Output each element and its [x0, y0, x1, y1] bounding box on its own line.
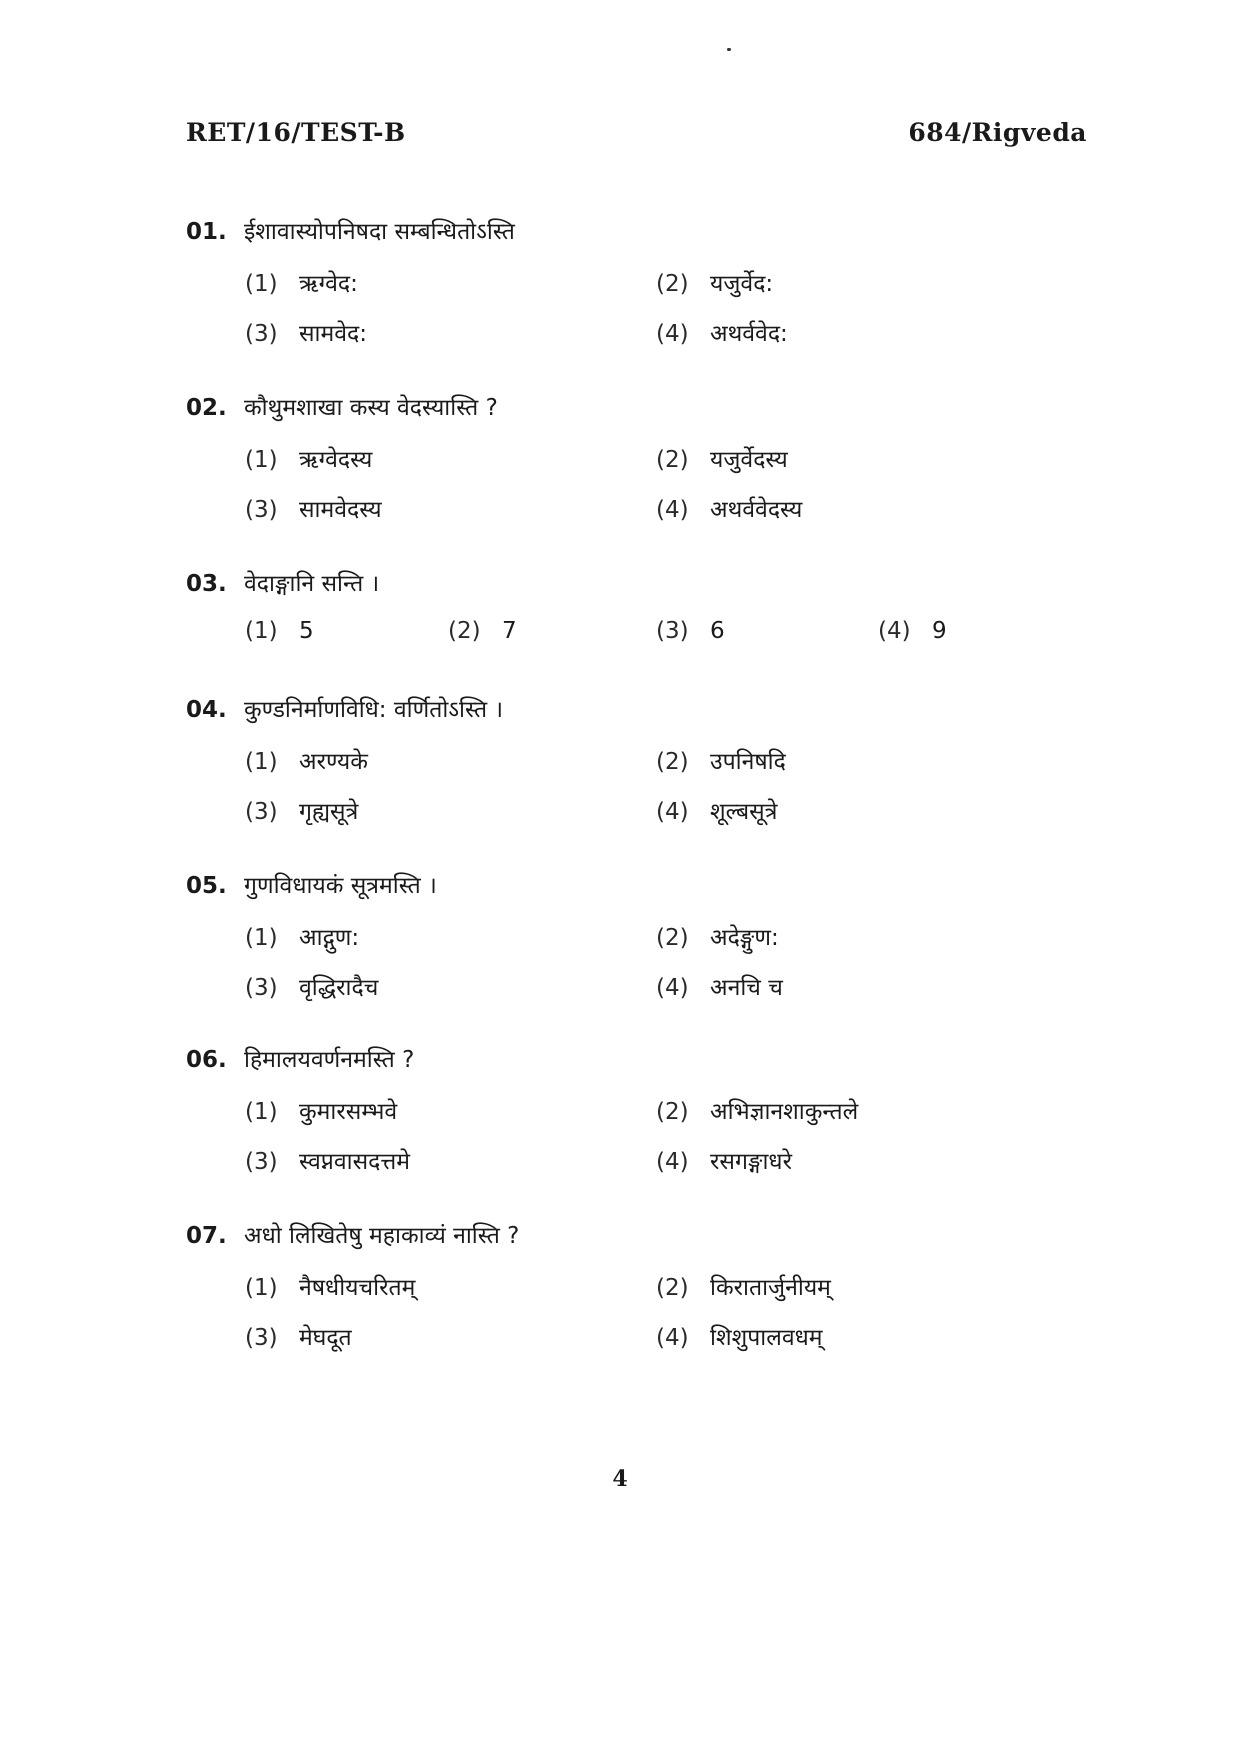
option-4: [656, 794, 777, 830]
option-number: (3): [245, 975, 278, 1001]
question-text: वेदाङ्गानि सन्ति ।: [244, 571, 380, 597]
option-2: [448, 618, 517, 654]
option-text: अनचि च: [710, 975, 783, 1001]
question-line: [186, 390, 498, 430]
question-number: 03.: [186, 571, 227, 597]
question-number: 05.: [186, 873, 227, 899]
option-text: 7: [502, 618, 517, 644]
option-number: (4): [656, 1325, 689, 1351]
option-3: [245, 1320, 352, 1356]
question-number: 06.: [186, 1047, 227, 1073]
option-4: [878, 618, 947, 654]
option-number: (1): [245, 1275, 278, 1301]
option-text: सामवेदस्य: [299, 497, 382, 523]
option-text: नैषधीयचरितम्: [299, 1275, 416, 1301]
option-number: (3): [245, 799, 278, 825]
option-text: वृद्धिरादैच: [299, 975, 379, 1001]
option-number: (1): [245, 618, 278, 644]
option-number: (2): [656, 925, 689, 951]
question-text: गुणविधायकं सूत्रमस्ति ।: [244, 873, 437, 899]
option-text: यजुर्वेदस्य: [710, 447, 788, 473]
option-2: [656, 1094, 858, 1130]
option-1: [245, 920, 359, 956]
option-text: 9: [932, 618, 947, 644]
scan-speck: [727, 48, 731, 51]
option-number: (4): [656, 799, 689, 825]
option-1: [245, 442, 372, 478]
option-text: अभिज्ञानशाकुन्तले: [710, 1099, 859, 1125]
option-text: अरण्यके: [299, 749, 368, 775]
option-3: [245, 1144, 410, 1180]
option-3: [245, 794, 358, 830]
option-4: [656, 1144, 792, 1180]
option-number: (4): [656, 497, 689, 523]
exam-code: RET/16/TEST-B: [186, 118, 406, 147]
option-text: स्वप्नवासदत्तमे: [299, 1149, 410, 1175]
option-text: 5: [299, 618, 314, 644]
option-number: (2): [656, 1275, 689, 1301]
question-line: [186, 1218, 519, 1258]
option-number: (2): [656, 1099, 689, 1125]
option-1: [245, 266, 358, 302]
option-text: किरातार्जुनीयम्: [710, 1275, 831, 1301]
option-number: (1): [245, 925, 278, 951]
option-text: गृह्यसूत्रे: [299, 799, 359, 825]
option-text: आद्गुण:: [299, 925, 360, 951]
option-text: सामवेद:: [299, 321, 368, 347]
question-text: अधो लिखितेषु महाकाव्यं नास्ति ?: [244, 1223, 520, 1249]
option-3: [245, 970, 378, 1006]
option-1: [245, 1270, 415, 1306]
option-text: अदेङ्गुण:: [710, 925, 779, 951]
option-number: (1): [245, 1099, 278, 1125]
option-text: रसगङ्गाधरे: [710, 1149, 792, 1175]
option-2: [656, 920, 779, 956]
question-line: [186, 692, 503, 732]
option-number: (1): [245, 447, 278, 473]
option-3: [245, 492, 382, 528]
option-text: ऋग्वेद:: [299, 271, 358, 297]
question-text: हिमालयवर्णनमस्ति ?: [244, 1047, 415, 1073]
option-number: (2): [448, 618, 481, 644]
option-number: (3): [245, 321, 278, 347]
option-number: (3): [245, 497, 278, 523]
option-1: [245, 618, 314, 654]
option-number: (1): [245, 271, 278, 297]
option-text: 6: [710, 618, 725, 644]
question-line: [186, 214, 515, 254]
option-number: (3): [656, 618, 689, 644]
option-number: (2): [656, 749, 689, 775]
option-4: [656, 1320, 823, 1356]
option-text: यजुर्वेद:: [710, 271, 774, 297]
option-2: [656, 1270, 831, 1306]
question-line: [186, 868, 437, 908]
question-number: 04.: [186, 697, 227, 723]
option-text: शूल्बसूत्रे: [710, 799, 778, 825]
option-number: (4): [656, 1149, 689, 1175]
option-1: [245, 744, 368, 780]
option-text: शिशुपालवधम्: [710, 1325, 823, 1351]
option-3: [656, 618, 725, 654]
question-number: 01.: [186, 219, 227, 245]
question-number: 02.: [186, 395, 227, 421]
option-2: [656, 442, 788, 478]
option-number: (3): [245, 1149, 278, 1175]
option-4: [656, 970, 783, 1006]
question-line: [186, 566, 379, 606]
subject-code: 684/Rigveda: [908, 118, 1087, 147]
option-number: (3): [245, 1325, 278, 1351]
option-4: [656, 492, 802, 528]
option-text: उपनिषदि: [710, 749, 786, 775]
question-number: 07.: [186, 1223, 227, 1249]
page-header: [0, 118, 1240, 158]
option-text: ऋग्वेदस्य: [299, 447, 373, 473]
question-text: कुण्डनिर्माणविधि: वर्णितोऽस्ति ।: [244, 697, 504, 723]
question-text: कौथुमशाखा कस्य वेदस्यास्ति ?: [244, 395, 498, 421]
option-text: मेघदूत: [299, 1325, 352, 1351]
question-line: [186, 1042, 414, 1082]
option-number: (4): [656, 975, 689, 1001]
page-number: 4: [612, 1466, 628, 1492]
option-number: (4): [878, 618, 911, 644]
option-2: [656, 266, 773, 302]
option-text: कुमारसम्भवे: [299, 1099, 398, 1125]
option-4: [656, 316, 788, 352]
option-number: (4): [656, 321, 689, 347]
option-text: अथर्ववेदस्य: [710, 497, 803, 523]
option-1: [245, 1094, 397, 1130]
option-3: [245, 316, 367, 352]
option-2: [656, 744, 786, 780]
option-number: (2): [656, 447, 689, 473]
option-number: (1): [245, 749, 278, 775]
question-text: ईशावास्योपनिषदा सम्बन्धितोऽस्ति: [244, 219, 515, 245]
option-number: (2): [656, 271, 689, 297]
option-text: अथर्ववेद:: [710, 321, 788, 347]
